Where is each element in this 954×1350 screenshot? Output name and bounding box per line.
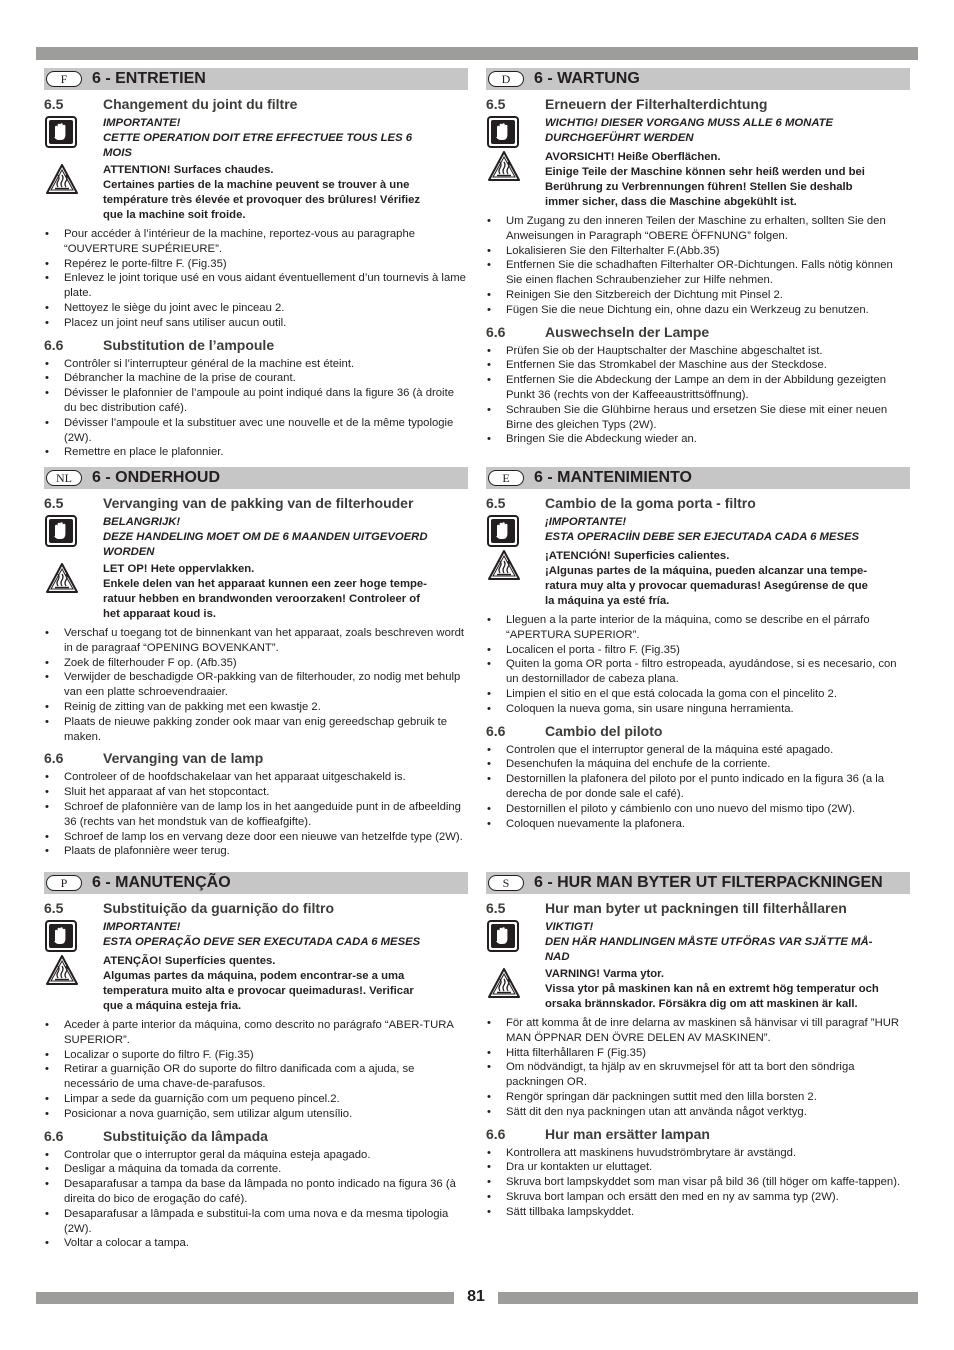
list-item: • Um Zugang zu den inneren Teilen der Maschine zu erhalten, sollten Sie den Anweisungen in Paragraph “OBERE ÖFFNUNG” folgen. <box>486 214 910 244</box>
list-item: • Entfernen Sie die Abdeckung der Lampe an dem in der Abbildung gezeigten Punkt 36 (rechts von der Kaffeeaustrittsöffnung). <box>486 373 910 403</box>
important-line: ESTA OPERACIİN DEBE SER EJECUTADA CADA 6 MESES <box>545 531 860 543</box>
subsection-title: Erneuern der Filterhalterdichtung <box>545 96 768 112</box>
list-item: • Verschaf u toegang tot de binnenkant van het apparaat, zoals beschreven wordt in de paragraaf “OPENING BOVENKANT”. <box>44 626 468 656</box>
hot-surface-warning <box>44 954 468 1014</box>
warning-line: ¡ATENCIÓN! Superficies calientes. <box>545 550 730 562</box>
warning-line: ratuur hebben en brandwonden veroorzaken! Controleer of <box>103 593 420 605</box>
warning-line: immer sicher, dass die Maschine abgekühlt ist. <box>545 196 797 208</box>
important-text <box>103 116 468 161</box>
list-item: • Lokalisieren Sie den Filterhalter F.(Abb.35) <box>486 244 910 259</box>
subsection-heading <box>44 495 468 511</box>
subsection-heading <box>44 750 468 766</box>
list-item: • Coloquen la nueva goma, sin usare ninguna herramienta. <box>486 702 910 717</box>
subsection-title: Hur man byter ut packningen till filterhållaren <box>545 900 847 916</box>
instruction-list <box>486 743 910 832</box>
instruction-list <box>486 344 910 448</box>
list-item: • Schroef de lamp los en vervang deze door een nieuwe van hetzelfde type (2W). <box>44 830 468 845</box>
section-header <box>486 872 910 894</box>
hot-surface-icon <box>45 562 81 594</box>
warning-text <box>545 967 910 1012</box>
warning-text <box>103 954 468 1014</box>
page-number: 81 <box>467 1288 485 1305</box>
list-item: • Repérez le porte-filtre F. (Fig.35) <box>44 257 468 272</box>
warning-line: orsaka brännskador. Försäkra dig om att maskinen är kall. <box>545 998 858 1010</box>
list-item: • Desaparafusar a lâmpada e substitui-la com uma nova e da mesma tipologia (2W). <box>44 1207 468 1237</box>
subsection-number: 6.5 <box>44 900 64 916</box>
instruction-list <box>486 1016 910 1120</box>
warning-text <box>103 562 468 622</box>
important-line: CETTE OPERATION DOIT ETRE EFFECTUEE TOUS LES 6 <box>103 132 413 144</box>
list-item: • Placez un joint neuf sans utiliser aucun outil. <box>44 316 468 331</box>
warning-line: que a máquina esteja fria. <box>103 1000 242 1012</box>
subsection-heading <box>44 337 468 353</box>
important-notice <box>44 920 468 952</box>
important-line: DEN HÄR HANDLINGEN MÅSTE UTFÖRAS VAR SJÄTTE MÅ- <box>545 936 873 948</box>
warning-line: que la machine soit froide. <box>103 209 246 221</box>
list-item: • Destornillen el piloto y cámbienlo con uno nuevo del mismo tipo (2W). <box>486 802 910 817</box>
subsection-heading <box>486 495 910 511</box>
important-text <box>545 920 910 965</box>
important-notice <box>486 920 910 965</box>
list-item: • Desaparafusar a tampa da base da lâmpada no ponto indicado na figura 36 (à direita do bico de erogação do café). <box>44 1177 468 1207</box>
hot-surface-icon <box>487 549 523 581</box>
section-header <box>44 872 468 894</box>
subsection-heading <box>44 96 468 112</box>
list-item: • Rengör springan där packningen suttit med den lilla borsten 2. <box>486 1090 910 1105</box>
list-item: • Controleer of de hoofdschakelaar van het apparaat uitgeschakeld is. <box>44 770 468 785</box>
warning-line: ¡Algunas partes de la máquina, pueden alcanzar una tempe- <box>545 565 868 577</box>
important-notice <box>44 515 468 560</box>
list-item: • Remettre en place le plafonnier. <box>44 445 468 460</box>
instruction-list <box>44 357 468 461</box>
list-item: • Prüfen Sie ob der Hauptschalter der Maschine abgeschaltet ist. <box>486 344 910 359</box>
important-line: NAD <box>545 951 570 963</box>
instruction-list <box>486 214 910 318</box>
list-item: • Controlen que el interruptor general de la máquina esté apagado. <box>486 743 910 758</box>
language-badge: E <box>488 470 524 486</box>
warning-text <box>545 150 910 210</box>
warning-line: het apparaat koud is. <box>103 608 216 620</box>
section-pt <box>44 872 468 1251</box>
stop-hand-icon <box>487 920 523 952</box>
subsection-title: Cambio de la goma porta - filtro <box>545 495 756 511</box>
subsection-number: 6.6 <box>44 1127 64 1144</box>
list-item: • Retirar a guarnição OR do suporte do filtro danificada com a ajuda, se necessário de uma chave-de-parafusos. <box>44 1062 468 1092</box>
list-item: • Lleguen a la parte interior de la máquina, como se describe en el párrafo “APERTURA SUPERIOR”. <box>486 613 910 643</box>
important-notice <box>486 515 910 547</box>
section-es <box>486 467 910 831</box>
subsection-title: Substituição da lâmpada <box>103 1127 268 1144</box>
list-item: • Localizar o suporte do filtro F. (Fig.35) <box>44 1048 468 1063</box>
warning-line: Einige Teile der Maschine können sehr heiß werden und bei <box>545 166 865 178</box>
section-title: 6 - ENTRETIEN <box>92 70 206 87</box>
warning-line: AVORSICHT! Heiße Oberflächen. <box>545 151 721 163</box>
warning-line: Algumas partes da máquina, podem encontrar-se a uma <box>103 970 405 982</box>
list-item: • Limpar a sede da guarnição com um pequeno pincel.2. <box>44 1092 468 1107</box>
important-line: MOIS <box>103 147 132 159</box>
warning-line: temperatura muito alta e provocar queimaduras!. Verificar <box>103 985 414 997</box>
list-item: • Dra ur kontakten ur eluttaget. <box>486 1160 910 1175</box>
subsection-title: Cambio del piloto <box>545 722 663 739</box>
list-item: • Destornillen la plafonera del piloto por el punto indicado en la figura 36 (a la derecha de por donde sale el café). <box>486 772 910 802</box>
warning-line: Certaines parties de la machine peuvent se trouver à une <box>103 179 410 191</box>
warning-line: ratura muy alta y provocar quemaduras! Asegúrense de que <box>545 580 868 592</box>
instruction-list <box>44 770 468 859</box>
important-text <box>545 515 910 545</box>
list-item: • Reinig de zitting van de pakking met een kwastje 2. <box>44 700 468 715</box>
instruction-list <box>486 613 910 717</box>
stop-hand-icon <box>45 116 81 148</box>
section-de <box>486 68 910 447</box>
instruction-list <box>44 1148 468 1252</box>
language-badge: S <box>488 875 524 891</box>
list-item: • Zoek de filterhouder F op. (Afb.35) <box>44 656 468 671</box>
stop-hand-icon <box>45 920 81 952</box>
subsection-heading <box>486 1126 910 1142</box>
section-title: 6 - ONDERHOUD <box>92 469 221 486</box>
list-item: • Om nödvändigt, ta hjälp av en skruvmejsel för att ta bort den söndriga packningen OR. <box>486 1060 910 1090</box>
stop-hand-icon <box>45 515 81 547</box>
important-line: WORDEN <box>103 546 155 558</box>
hot-surface-warning <box>486 967 910 1012</box>
hot-surface-warning <box>44 562 468 622</box>
section-title: 6 - MANTENIMIENTO <box>534 469 692 486</box>
warning-line: VARNING! Varma ytor. <box>545 968 665 980</box>
subsection-number: 6.5 <box>486 900 506 916</box>
warning-line: Berührung zu Verbrennungen führen! Stellen Sie deshalb <box>545 181 853 193</box>
list-item: • Verwijder de beschadigde OR-pakking van de filterhouder, zo nodig met behulp van een platte schroevendraaier. <box>44 670 468 700</box>
subsection-heading <box>44 1128 468 1144</box>
subsection-heading <box>486 96 910 112</box>
warning-line: température très élevée et provoquer des brûlures! Vérifiez <box>103 194 421 206</box>
important-line: ESTA OPERAÇÃO DEVE SER EXECUTADA CADA 6 MESES <box>103 936 421 948</box>
list-item: • Coloquen nuevamente la plafonera. <box>486 817 910 832</box>
hot-surface-icon <box>45 163 81 195</box>
subsection-title: Auswechseln der Lampe <box>545 323 710 340</box>
subsection-number: 6.6 <box>486 1125 506 1142</box>
list-item: • Skruva bort lampskyddet som man visar på bild 36 (till höger om kaffe-tappen). <box>486 1175 910 1190</box>
subsection-title: Substituição da guarnição do filtro <box>103 900 335 916</box>
subsection-number: 6.5 <box>44 96 64 112</box>
stop-hand-icon <box>487 515 523 547</box>
list-item: • Entfernen Sie das Stromkabel der Maschine aus der Steckdose. <box>486 358 910 373</box>
hot-surface-icon <box>487 967 523 999</box>
bottom-rule-right <box>498 1292 918 1304</box>
subsection-number: 6.5 <box>486 96 506 112</box>
list-item: • Aceder à parte interior da máquina, como descrito no parágrafo “ABER-TURA SUPERIOR”. <box>44 1018 468 1048</box>
list-item: • Limpien el sitio en el que está colocada la goma con el pincelito 2. <box>486 687 910 702</box>
list-item: • Reinigen Sie den Sitzbereich der Dichtung mit Pinsel 2. <box>486 288 910 303</box>
list-item: • Desenchufen la máquina del enchufe de la corriente. <box>486 757 910 772</box>
instruction-list <box>44 626 468 744</box>
section-header <box>44 68 468 90</box>
list-item: • Fügen Sie die neue Dichtung ein, ohne dazu ein Werkzeug zu benutzen. <box>486 303 910 318</box>
important-text <box>103 515 468 560</box>
hot-surface-warning <box>44 163 468 223</box>
hot-surface-warning <box>486 549 910 609</box>
stop-hand-icon <box>487 116 523 148</box>
important-text <box>545 116 910 146</box>
section-title: 6 - WARTUNG <box>534 70 640 87</box>
subsection-number: 6.6 <box>44 336 64 353</box>
important-line: IMPORTANTE! <box>103 117 181 129</box>
important-line: DURCHGEFÜHRT WERDEN <box>545 132 694 144</box>
important-text <box>103 920 468 950</box>
list-item: • Entfernen Sie die schadhaften Filterhalter OR-Dichtungen. Falls nötig können Sie einen flachen Schraubenzieher zur Hilfe nehmen. <box>486 258 910 288</box>
warning-line: Vissa ytor på maskinen kan nå en extremt hög temperatur och <box>545 983 879 995</box>
subsection-number: 6.6 <box>44 750 64 767</box>
warning-line: ATENÇÃO! Superfícies quentes. <box>103 955 276 967</box>
important-notice <box>486 116 910 148</box>
section-nl <box>44 467 468 859</box>
subsection-heading <box>486 900 910 916</box>
warning-line: Enkele delen van het apparaat kunnen een zeer hoge tempe- <box>103 578 427 590</box>
list-item: • Débrancher la machine de la prise de courant. <box>44 371 468 386</box>
subsection-title: Substitution de l’ampoule <box>103 336 275 353</box>
top-rule <box>36 47 918 60</box>
warning-text <box>103 163 468 223</box>
section-sv <box>486 872 910 1220</box>
language-badge: P <box>46 875 82 891</box>
warning-text <box>545 549 910 609</box>
subsection-number: 6.6 <box>486 722 506 739</box>
list-item: • Plaats de nieuwe pakking zonder ook maar van enig gereedschap gebruik te maken. <box>44 715 468 745</box>
list-item: • Contrôler si l’interrupteur général de la machine est éteint. <box>44 357 468 372</box>
subsection-number: 6.5 <box>486 495 506 511</box>
language-badge: F <box>46 71 82 87</box>
section-header <box>44 467 468 489</box>
subsection-heading <box>486 723 910 739</box>
list-item: • Controlar que o interruptor geral da máquina esteja apagado. <box>44 1148 468 1163</box>
list-item: • För att komma åt de inre delarna av maskinen så hänvisar vi till paragraf ”HUR MAN ÖPPNAR DEN ÖVRE DELEN AV MASKINEN”. <box>486 1016 910 1046</box>
subsection-title: Hur man ersätter lampan <box>545 1125 710 1142</box>
instruction-list <box>44 1018 468 1122</box>
list-item: • Posicionar a nova guarnição, sem utilizar algum utensílio. <box>44 1107 468 1122</box>
list-item: • Dévisser l’ampoule et la substituer avec une nouvelle et de la même typologie (2W). <box>44 416 468 446</box>
list-item: • Voltar a colocar a tampa. <box>44 1236 468 1251</box>
section-title: 6 - MANUTENÇÃO <box>92 874 231 891</box>
list-item: • Schroef de plafonnière van de lamp los in het aangeduide punt in de afbeelding 36 (rechts van het mondstuk van de koffieafgifte). <box>44 800 468 830</box>
list-item: • Kontrollera att maskinens huvudströmbrytare är avstängd. <box>486 1146 910 1161</box>
important-line: IMPORTANTE! <box>103 921 181 933</box>
list-item: • Desligar a máquina da tomada da corrente. <box>44 1162 468 1177</box>
hot-surface-icon <box>487 150 523 182</box>
list-item: • Quiten la goma OR porta - filtro estropeada, ayudándose, si es necesario, con un destornillador de cabeza plana. <box>486 657 910 687</box>
subsection-number: 6.5 <box>44 495 64 511</box>
list-item: • Sätt tillbaka lampskyddet. <box>486 1205 910 1220</box>
subsection-title: Changement du joint du filtre <box>103 96 298 112</box>
important-line: ¡IMPORTANTE! <box>545 516 627 528</box>
list-item: • Dévisser le plafonnier de l’ampoule au point indiqué dans la figure 36 (à droite du bec distribution café). <box>44 386 468 416</box>
language-badge: NL <box>46 470 82 486</box>
subsection-heading <box>486 324 910 340</box>
important-notice <box>44 116 468 161</box>
section-header <box>486 467 910 489</box>
instruction-list <box>44 227 468 331</box>
list-item: • Hitta filterhållaren F (Fig.35) <box>486 1046 910 1061</box>
warning-line: LET OP! Hete oppervlakken. <box>103 563 255 575</box>
important-line: BELANGRIJK! <box>103 516 181 528</box>
list-item: • Localicen el porta - filtro F. (Fig.35) <box>486 643 910 658</box>
subsection-title: Vervanging van de pakking van de filterhouder <box>103 495 414 511</box>
warning-line: la máquina ya esté fría. <box>545 595 670 607</box>
section-header <box>486 68 910 90</box>
warning-line: ATTENTION! Surfaces chaudes. <box>103 164 274 176</box>
list-item: • Enlevez le joint torique usé en vous aidant éventuellement d’un tournevis à lame plate. <box>44 271 468 301</box>
important-line: DEZE HANDELING MOET OM DE 6 MAANDEN UITGEVOERD <box>103 531 428 543</box>
hot-surface-icon <box>45 954 81 986</box>
instruction-list <box>486 1146 910 1220</box>
bottom-rule-left <box>36 1292 454 1304</box>
list-item: • Nettoyez le siège du joint avec le pinceau 2. <box>44 301 468 316</box>
list-item: • Plaats de plafonnière weer terug. <box>44 844 468 859</box>
section-fr <box>44 68 468 460</box>
language-badge: D <box>488 71 524 87</box>
list-item: • Sätt dit den nya packningen utan att använda något verktyg. <box>486 1105 910 1120</box>
subsection-number: 6.6 <box>486 323 506 340</box>
list-item: • Bringen Sie die Abdeckung wieder an. <box>486 432 910 447</box>
subsection-title: Vervanging van de lamp <box>103 750 264 767</box>
list-item: • Schrauben Sie die Glühbirne heraus und ersetzen Sie diese mit einer neuen Birne des gleichen Typs (2W). <box>486 403 910 433</box>
hot-surface-warning <box>486 150 910 210</box>
subsection-heading <box>44 900 468 916</box>
list-item: • Sluit het apparaat af van het stopcontact. <box>44 785 468 800</box>
important-line: VIKTIGT! <box>545 921 594 933</box>
important-line: WICHTIG! DIESER VORGANG MUSS ALLE 6 MONATE <box>545 117 834 129</box>
list-item: • Skruva bort lampan och ersätt den med en ny av samma typ (2W). <box>486 1190 910 1205</box>
list-item: • Pour accéder à l’intérieur de la machine, reportez-vous au paragraphe “OUVERTURE SUPÉRIEURE”. <box>44 227 468 257</box>
section-title: 6 - HUR MAN BYTER UT FILTERPACKNINGEN <box>534 874 883 891</box>
